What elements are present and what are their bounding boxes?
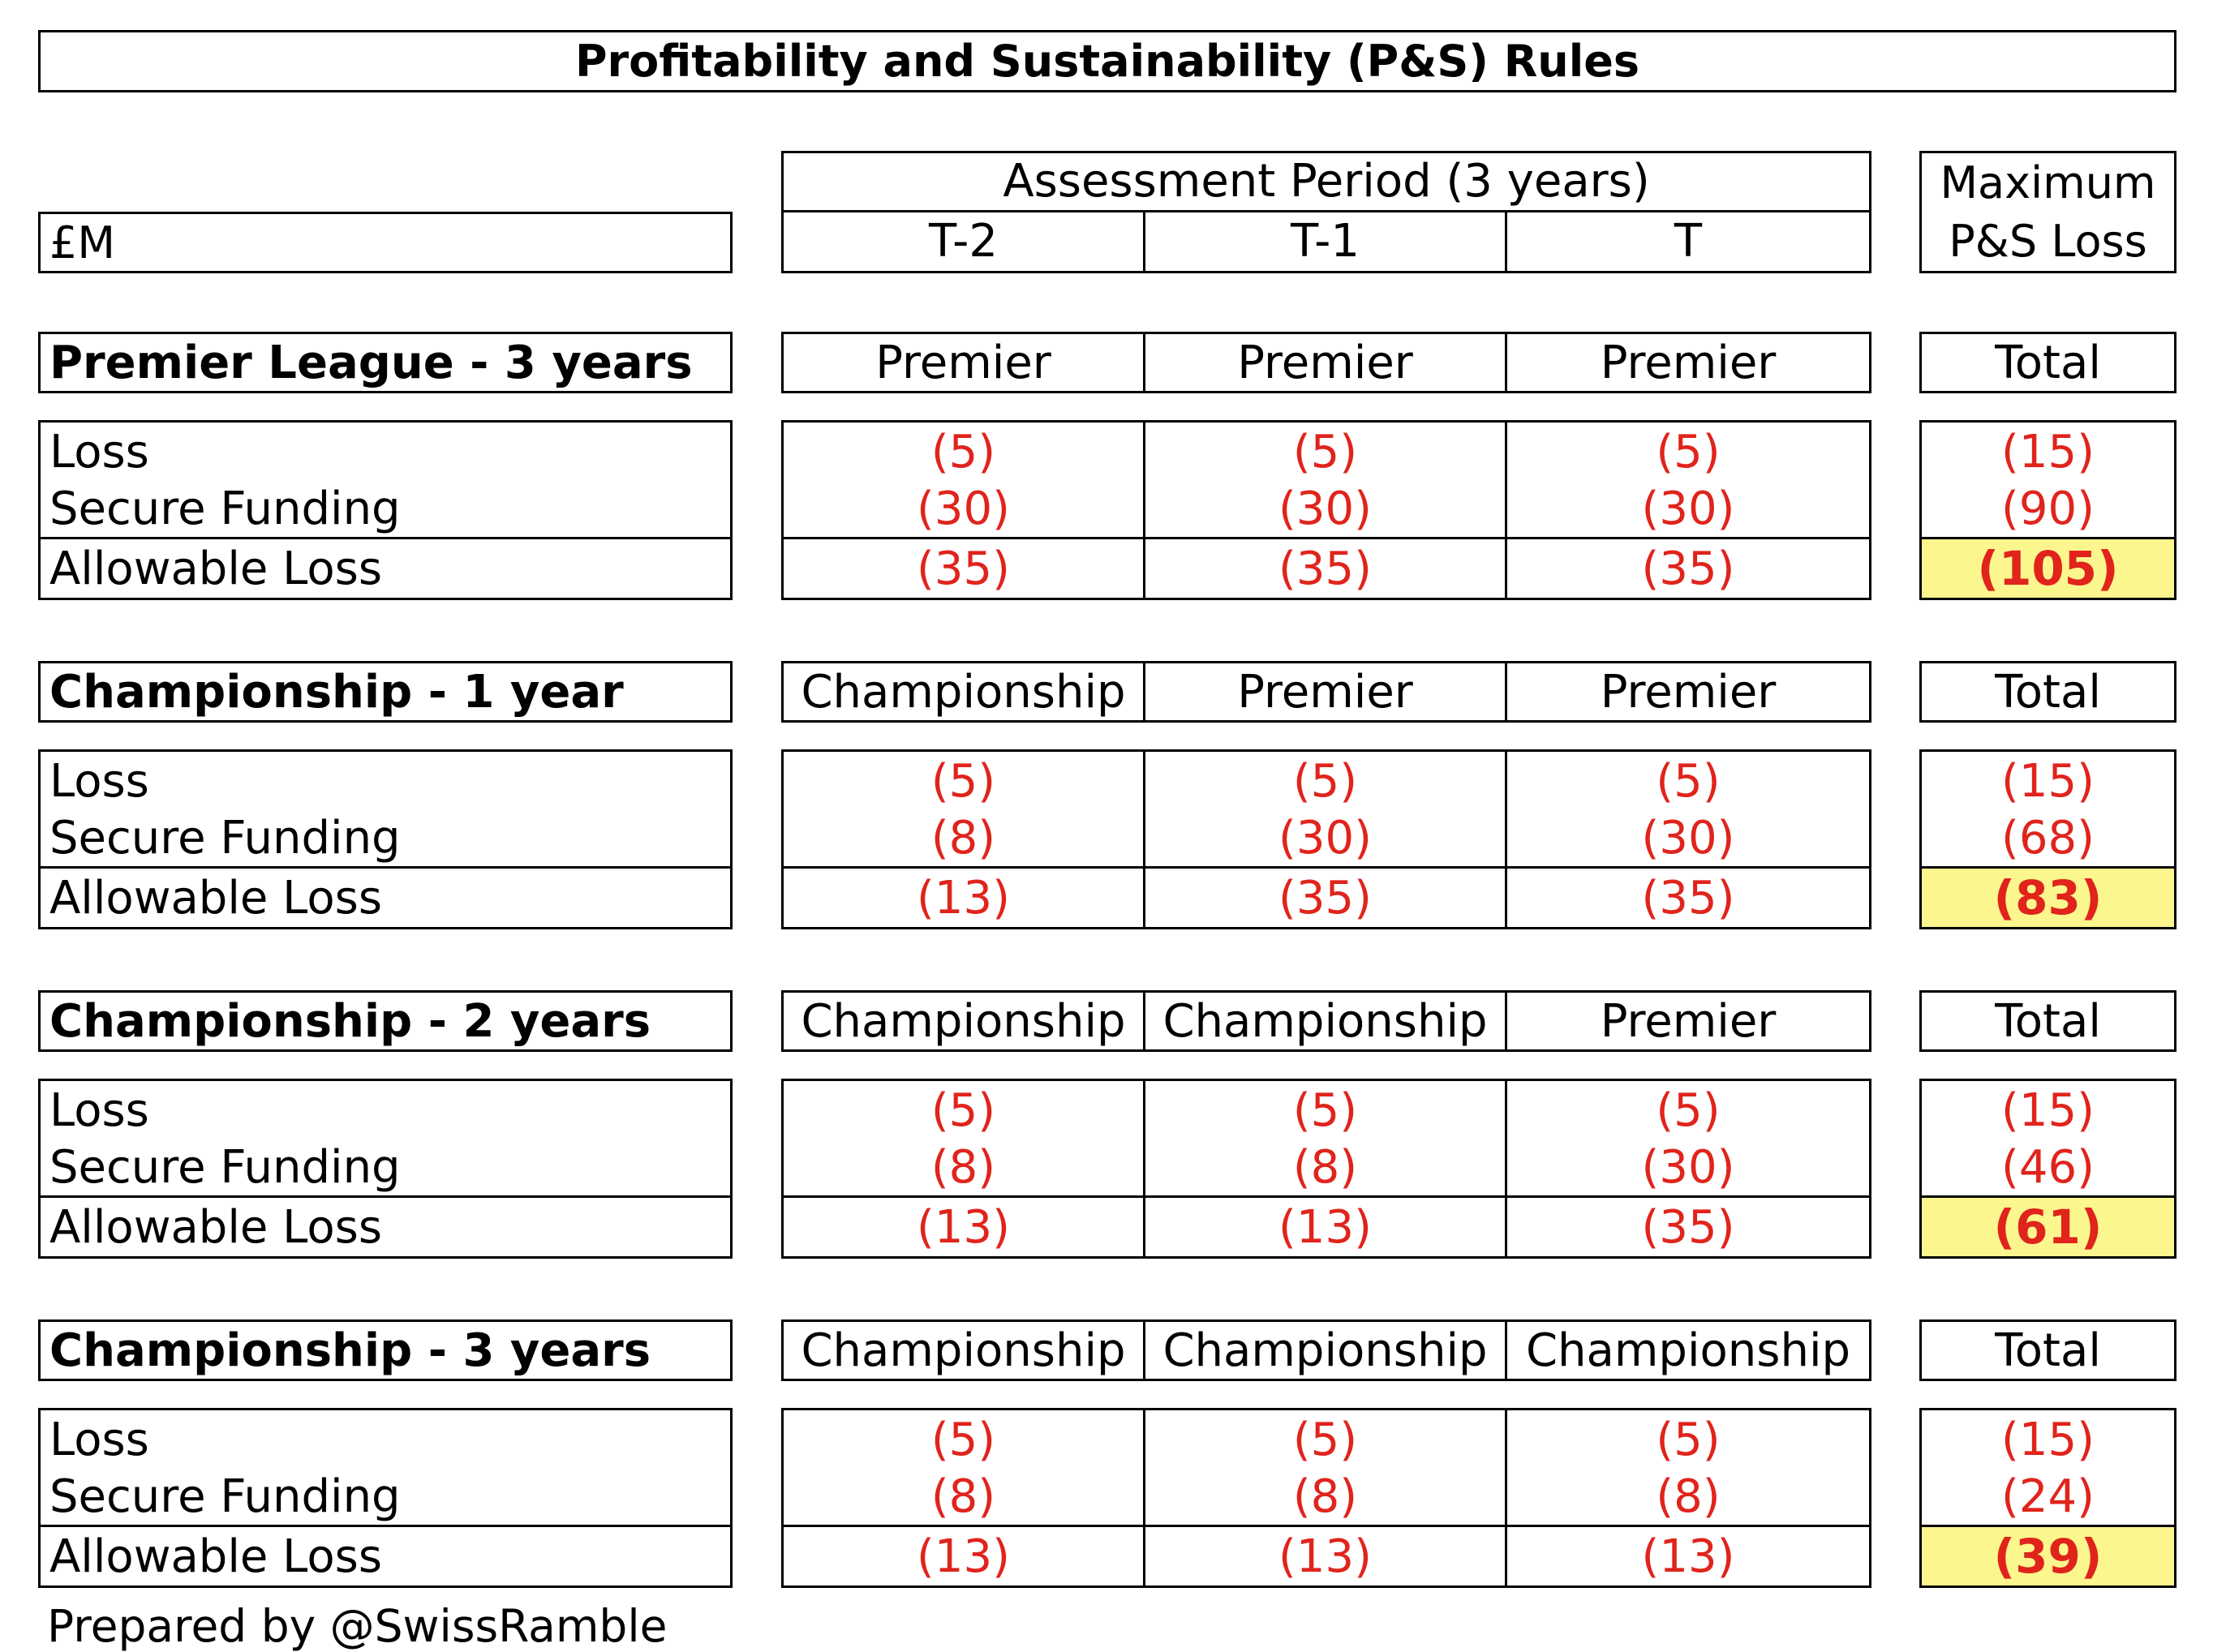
league-cell: Premier: [1600, 665, 1777, 719]
section-leagues: [781, 332, 1871, 393]
row-labels: [38, 1408, 733, 1588]
max-allowable-loss: (61): [1922, 1198, 2174, 1256]
row-label-allowable: Allowable Loss: [49, 1200, 382, 1254]
allowable-value: (13): [784, 869, 1145, 927]
row-label-loss: Loss: [49, 1083, 149, 1137]
row-label-allowable: Allowable Loss: [49, 1530, 382, 1583]
allowable-value: (35): [784, 539, 1145, 598]
period-values: [781, 749, 1871, 929]
loss-value: (5): [1656, 754, 1721, 808]
league-cell: Premier: [1600, 994, 1777, 1048]
section-title: Championship - 3 years: [49, 1324, 651, 1377]
total-funding: (24): [1922, 1469, 2174, 1527]
allowable-value: (13): [784, 1527, 1145, 1585]
allowable-value: (13): [1145, 1527, 1507, 1585]
total-values: [1919, 749, 2176, 929]
league-cell: Championship: [1525, 1324, 1851, 1377]
total-label: Total: [1995, 336, 2101, 389]
league-cell: Championship: [1145, 1322, 1507, 1379]
period-t: T: [1674, 215, 1703, 268]
allowable-value: (35): [1641, 542, 1735, 595]
period-t-minus-2: T-2: [784, 212, 1145, 272]
footer-credit: Prepared by @SwissRamble: [47, 1600, 668, 1652]
section-total-header: [1919, 332, 2176, 393]
row-label-funding: Secure Funding: [41, 1469, 730, 1527]
assessment-period-label: Assessment Period (3 years): [784, 153, 1869, 212]
funding-value: (30): [1507, 1139, 1869, 1198]
funding-value: (8): [1507, 1469, 1869, 1527]
section-title-box: [38, 990, 733, 1052]
section-leagues: [781, 661, 1871, 723]
section-title: Championship - 1 year: [49, 665, 624, 719]
league-cell: Championship: [784, 663, 1145, 720]
funding-value: (8): [784, 1469, 1145, 1527]
row-label-funding: Secure Funding: [41, 810, 730, 869]
loss-value: (5): [1656, 425, 1721, 478]
loss-value: (5): [1145, 423, 1507, 481]
funding-value: (8): [784, 810, 1145, 869]
total-loss: (15): [2001, 425, 2095, 478]
row-label-funding: Secure Funding: [41, 1139, 730, 1198]
row-labels: [38, 749, 733, 929]
total-funding: (46): [1922, 1139, 2174, 1198]
league-cell: Championship: [784, 1322, 1145, 1379]
row-label-loss: Loss: [49, 754, 149, 808]
total-label: Total: [1995, 665, 2101, 719]
max-allowable-loss: (39): [1922, 1527, 2174, 1585]
loss-value: (5): [1145, 1410, 1507, 1469]
allowable-value: (35): [1641, 871, 1735, 925]
loss-value: (5): [1656, 1083, 1721, 1137]
total-loss: (15): [2001, 1413, 2095, 1466]
period-t-minus-1: T-1: [1145, 212, 1507, 272]
funding-value: (8): [784, 1139, 1145, 1198]
row-label-loss: Loss: [49, 425, 149, 478]
max-label-line2: P&S Loss: [1949, 216, 2147, 268]
section-total-header: [1919, 661, 2176, 723]
section-total-header: [1919, 1319, 2176, 1381]
row-label-allowable: Allowable Loss: [49, 542, 382, 595]
currency-label-box: [38, 212, 733, 273]
league-cell: Premier: [784, 334, 1145, 391]
loss-value: (5): [784, 752, 1145, 810]
assessment-period-header: [781, 151, 1871, 273]
funding-value: (8): [1145, 1469, 1507, 1527]
funding-value: (30): [1507, 810, 1869, 869]
league-cell: Premier: [1145, 334, 1507, 391]
period-values: [781, 1408, 1871, 1588]
page-title: Profitability and Sustainability (P&S) Rules: [38, 30, 2176, 92]
max-allowable-loss: (105): [1922, 539, 2174, 598]
total-funding: (90): [1922, 481, 2174, 539]
allowable-value: (35): [1145, 539, 1507, 598]
funding-value: (30): [784, 481, 1145, 539]
loss-value: (5): [1145, 1081, 1507, 1139]
period-values: [781, 420, 1871, 600]
section-leagues: [781, 1319, 1871, 1381]
league-cell: Premier: [1600, 336, 1777, 389]
loss-value: (5): [1145, 752, 1507, 810]
total-loss: (15): [2001, 754, 2095, 808]
allowable-value: (13): [1145, 1198, 1507, 1256]
total-values: [1919, 1079, 2176, 1259]
funding-value: (30): [1507, 481, 1869, 539]
loss-value: (5): [784, 1410, 1145, 1469]
row-label-loss: Loss: [49, 1413, 149, 1466]
section-title-box: [38, 332, 733, 393]
league-cell: Championship: [784, 993, 1145, 1049]
league-cell: Championship: [1145, 993, 1507, 1049]
currency-label: £M: [49, 217, 115, 268]
section-total-header: [1919, 990, 2176, 1052]
funding-value: (8): [1145, 1139, 1507, 1198]
max-loss-header: [1919, 151, 2176, 273]
loss-value: (5): [1656, 1413, 1721, 1466]
league-cell: Premier: [1145, 663, 1507, 720]
allowable-value: (13): [784, 1198, 1145, 1256]
loss-value: (5): [784, 423, 1145, 481]
period-values: [781, 1079, 1871, 1259]
section-leagues: [781, 990, 1871, 1052]
max-label-line1: Maximum: [1940, 157, 2156, 208]
total-funding: (68): [1922, 810, 2174, 869]
section-title: Premier League - 3 years: [49, 336, 693, 389]
funding-value: (30): [1145, 810, 1507, 869]
section-title: Championship - 2 years: [49, 994, 651, 1048]
total-loss: (15): [2001, 1083, 2095, 1137]
max-allowable-loss: (83): [1922, 869, 2174, 927]
funding-value: (30): [1145, 481, 1507, 539]
total-values: [1919, 1408, 2176, 1588]
total-label: Total: [1995, 994, 2101, 1048]
section-title-box: [38, 661, 733, 723]
loss-value: (5): [784, 1081, 1145, 1139]
row-labels: [38, 1079, 733, 1259]
section-title-box: [38, 1319, 733, 1381]
allowable-value: (13): [1641, 1530, 1735, 1583]
row-labels: [38, 420, 733, 600]
allowable-value: (35): [1145, 869, 1507, 927]
row-label-allowable: Allowable Loss: [49, 871, 382, 925]
allowable-value: (35): [1641, 1200, 1735, 1254]
row-label-funding: Secure Funding: [41, 481, 730, 539]
total-values: [1919, 420, 2176, 600]
total-label: Total: [1995, 1324, 2101, 1377]
